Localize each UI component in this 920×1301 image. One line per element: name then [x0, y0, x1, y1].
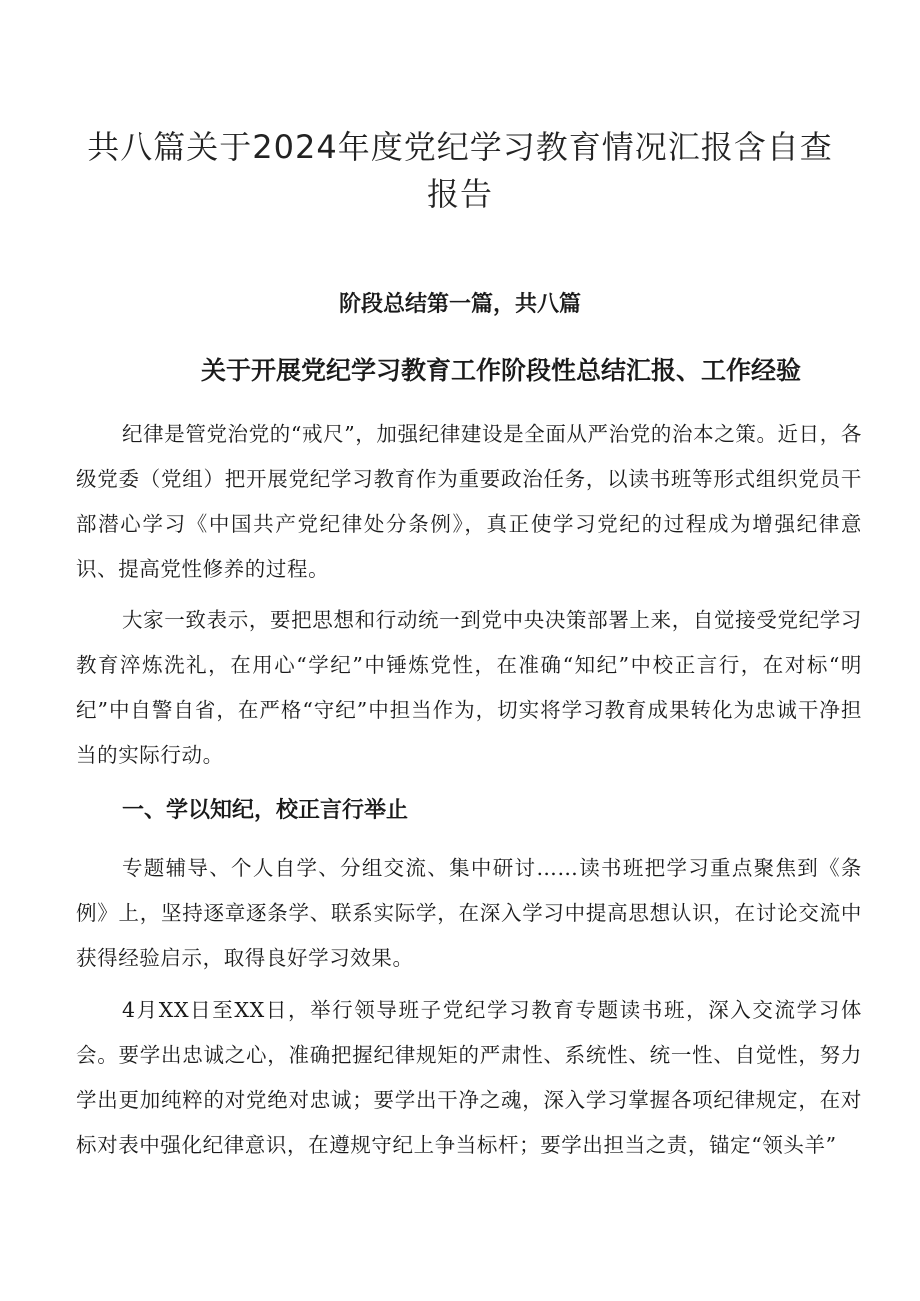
paragraph-study-methods: 专题辅导、个人自学、分组交流、集中研讨……读书班把学习重点聚焦到《条例》上，坚持逐章逐条学、联系实际学，在深入学习中提高思想认识，在讨论交流中获得经验启示，取得良好学习效果。: [76, 856, 862, 970]
document-title-line-2: 报告: [426, 175, 493, 213]
section-label: 阶段总结第一篇，共八篇: [338, 292, 581, 317]
paragraph-intro: 纪律是管党治党的“戒尺”，加强纪律建设是全面从严治党的治本之策。近日，各级党委（党组）把开展党纪学习教育作为重要政治任务，以读书班等形式组织党员干部潜心学习《中国共产党纪律处分条例》，真正使学习党纪的过程成为增强纪律意识、提高党性修养的过程。: [76, 422, 862, 581]
section-heading-1: 一、学以知纪，校正言行举止: [122, 798, 409, 823]
article-title: 关于开展党纪学习教育工作阶段性总结汇报、工作经验: [201, 356, 802, 385]
document-title-line-1: 共八篇关于2024年度党纪学习教育情况汇报含自查: [87, 128, 833, 166]
paragraph-reading-class: 4月XX日至XX日，举行领导班子党纪学习教育专题读书班，深入交流学习体会。要学出忠诚之心，准确把握纪律规矩的严肃性、系统性、统一性、自觉性，努力学出更加纯粹的对党绝对忠诚；要学出干净之魂，深入学习掌握各项纪律规定，在对标对表中强化纪律意识，在遵规守纪上争当标杆；要学出担当之责，锚定“领头羊”: [76, 998, 862, 1157]
paragraph-consensus: 大家一致表示，要把思想和行动统一到党中央决策部署上来，自觉接受党纪学习教育淬炼洗礼，在用心“学纪”中锤炼党性，在准确“知纪”中校正言行，在对标“明纪”中自警自省，在严格“守纪”中担当作为，切实将学习教育成果转化为忠诚干净担当的实际行动。: [76, 608, 862, 767]
